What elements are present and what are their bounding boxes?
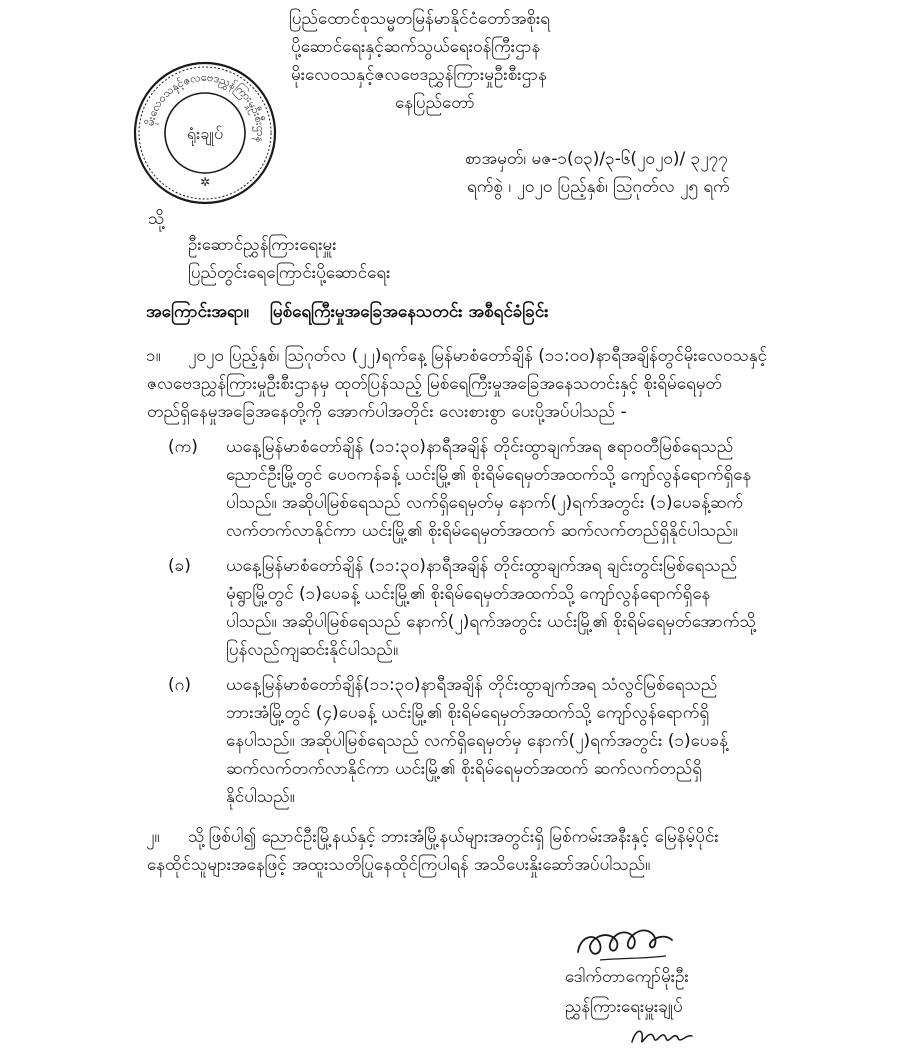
item-ga-line-3: နေပါသည်။ အဆိုပါမြစ်ရေသည် လက်ရှိရေမှတ်မှ နောက်(၂)ရက်အတွင်း (၁)ပေခန့် — [226, 731, 728, 751]
initials-scribble — [628, 1018, 698, 1054]
item-kha-line-3: ပါသည်။ အဆိုပါမြစ်ရေသည် နောက်(၂)ရက်အတွင်း ယင်းမြို့၏ စိုးရိမ်ရေမှတ်အောက်သို့ — [226, 612, 756, 632]
seal-ring-text: မိုးလေဝသနှင့်ဇလဗေဒညွှန်ကြားမှုဦးစီးဌာန — [143, 70, 268, 144]
item-ga-line-5: နိုင်ပါသည်။ — [226, 787, 295, 807]
item-ga-label: (ဂ) — [168, 675, 191, 695]
svg-text:✲: ✲ — [199, 175, 211, 189]
para1-number: ၁။ — [146, 346, 161, 366]
item-kha-line-1: ယနေ့မြန်မာစံတော်ချိန် (၁၁:၃၀)နာရီအချိန် တိုင်းထွာချက်အရ ချင်းတွင်းမြစ်ရေသည် — [226, 556, 738, 576]
signature-scribble — [570, 918, 680, 966]
item-ka-line-1: ယနေ့မြန်မာစံတော်ချိန် (၁၁:၃၀)နာရီအချိန် တိုင်းထွာချက်အရ ဧရာဝတီမြစ်ရေသည် — [226, 437, 734, 457]
header-line-2: ပို့ဆောင်ရေးနှင့်ဆက်သွယ်ရေးဝန်ကြီးဌာန — [291, 37, 541, 57]
letter-number: စာအမှတ်၊ မဇ-၁(၀၃)/၃-၆(၂၀၂၀)/ ၃၂၇၇ — [465, 149, 728, 169]
letter-date: ရက်စွဲ ၊ ၂၀၂၀ ပြည့်နှစ်၊ ဩဂုတ်လ ၂၅ ရက် — [467, 177, 730, 197]
para2-line-2: နေထိုင်သူများအနေဖြင့် အထူးသတိပြုနေထိုင်ကြပါရန် အသိပေးနှိုးဆော်အပ်ပါသည်။ — [147, 855, 651, 875]
para2-number: ၂။ — [146, 827, 160, 847]
office-seal — [130, 58, 280, 208]
subject-text: မြစ်ရေကြီးမှုအခြေအနေသတင်း အစီရင်ခံခြင်း — [270, 302, 549, 322]
recipient-line-2: ပြည်တွင်းရေကြောင်းပို့ဆောင်ရေး — [188, 263, 391, 283]
item-ga-line-2: ဘားအံမြို့တွင် (၄)ပေခန့် ယင်းမြို့၏ စိုးရိမ်ရေမှတ်အထက်သို့ ကျော်လွန်ရောက်ရှိ — [226, 703, 710, 723]
item-ka-line-4: လက်တက်လာနိုင်ကာ ယင်းမြို့၏ စိုးရိမ်ရေမှတ်အထက် ဆက်လက်တည်ရှိနိုင်ပါသည်။ — [226, 521, 738, 541]
para1-line-3: တည်ရှိနေမှုအခြေအနေတို့ကို အောက်ပါအတိုင်း လေးစားစွာ ပေးပို့အပ်ပါသည် - — [147, 402, 627, 422]
item-kha-label: (ခ) — [168, 556, 191, 576]
item-kha-line-4: ပြန်လည်ကျဆင်းနိုင်ပါသည်။ — [226, 640, 399, 660]
header-line-4: နေပြည်တော် — [395, 93, 475, 113]
para2-line-1: သို့ဖြစ်ပါ၍ ညောင်ဦးမြို့နယ်နှင့် ဘားအံမြို့နယ်များအတွင်းရှိ မြစ်ကမ်းအနီးနှင့် မြေနိမ့်ပိုင်း — [188, 827, 719, 847]
header-line-3: မိုးလေဝသနှင့်ဇလဗေဒညွှန်ကြားမှုဦးစီးဌာန — [291, 65, 547, 85]
item-ka-line-2: ညောင်ဦးမြို့တွင် ပေ၀ကန်ခန့် ယင်းမြို့၏ စိုးရိမ်ရေမှတ်အထက်သို့ ကျော်လွန်ရောက်ရှိနေ — [226, 465, 752, 485]
signatory-name: ဒေါက်တာကျော်မိုးဦး — [565, 967, 689, 987]
item-ga-line-4: ဆက်လက်တက်လာနိုင်ကာ ယင်းမြို့၏ စိုးရိမ်ရေမှတ်အထက် ဆက်လက်တည်ရှိ — [226, 759, 703, 779]
item-ga-line-1: ယနေ့မြန်မာစံတော်ချိန်(၁၁:၃၀)နာရီအချိန် တိုင်းထွာချက်အရ သံလွင်မြစ်ရေသည် — [226, 675, 718, 695]
item-ka-label: (က) — [168, 437, 198, 457]
signatory-title: ညွှန်ကြားရေးမှူးချုပ် — [565, 997, 683, 1017]
header-line-1: ပြည်ထောင်စုသမ္မတမြန်မာနိုင်ငံတော်အစိုးရ — [289, 9, 551, 29]
recipient-line-1: ဦးဆောင်ညွှန်ကြားရေးမှူး — [188, 235, 337, 255]
para1-line-1: ၂၀၂၀ ပြည့်နှစ်၊ ဩဂုတ်လ (၂၂)ရက်နေ့ မြန်မာစံတော်ချိန် (၁၁:၀၀)နာရီအချိန်တွင်မိုးလေဝသနှင့် — [188, 346, 768, 366]
subject-label: အကြောင်းအရာ။ — [146, 302, 249, 322]
item-kha-line-2: မုံရွာမြို့တွင် (၁)ပေခန့် ယင်းမြို့၏ စိုးရိမ်ရေမှတ်အထက်သို့ ကျော်လွန်ရောက်ရှိနေ — [226, 584, 711, 604]
recipient-to: သို့ — [148, 209, 165, 229]
item-ka-line-3: ပါသည်။ အဆိုပါမြစ်ရေသည် လက်ရှိရေမှတ်မှ နောက်(၂)ရက်အတွင်း (၁)ပေခန့်ဆက် — [226, 493, 743, 513]
seal-center-text: ရုံးချုပ် — [186, 124, 224, 143]
para1-line-2: ဇလဗေဒညွှန်ကြားမှုဦးစီးဌာနမှ ထုတ်ပြန်သည့် မြစ်ရေကြီးမှုအခြေအနေသတင်းနှင့် စိုးရိမ်ရေမှတ် — [147, 374, 722, 394]
